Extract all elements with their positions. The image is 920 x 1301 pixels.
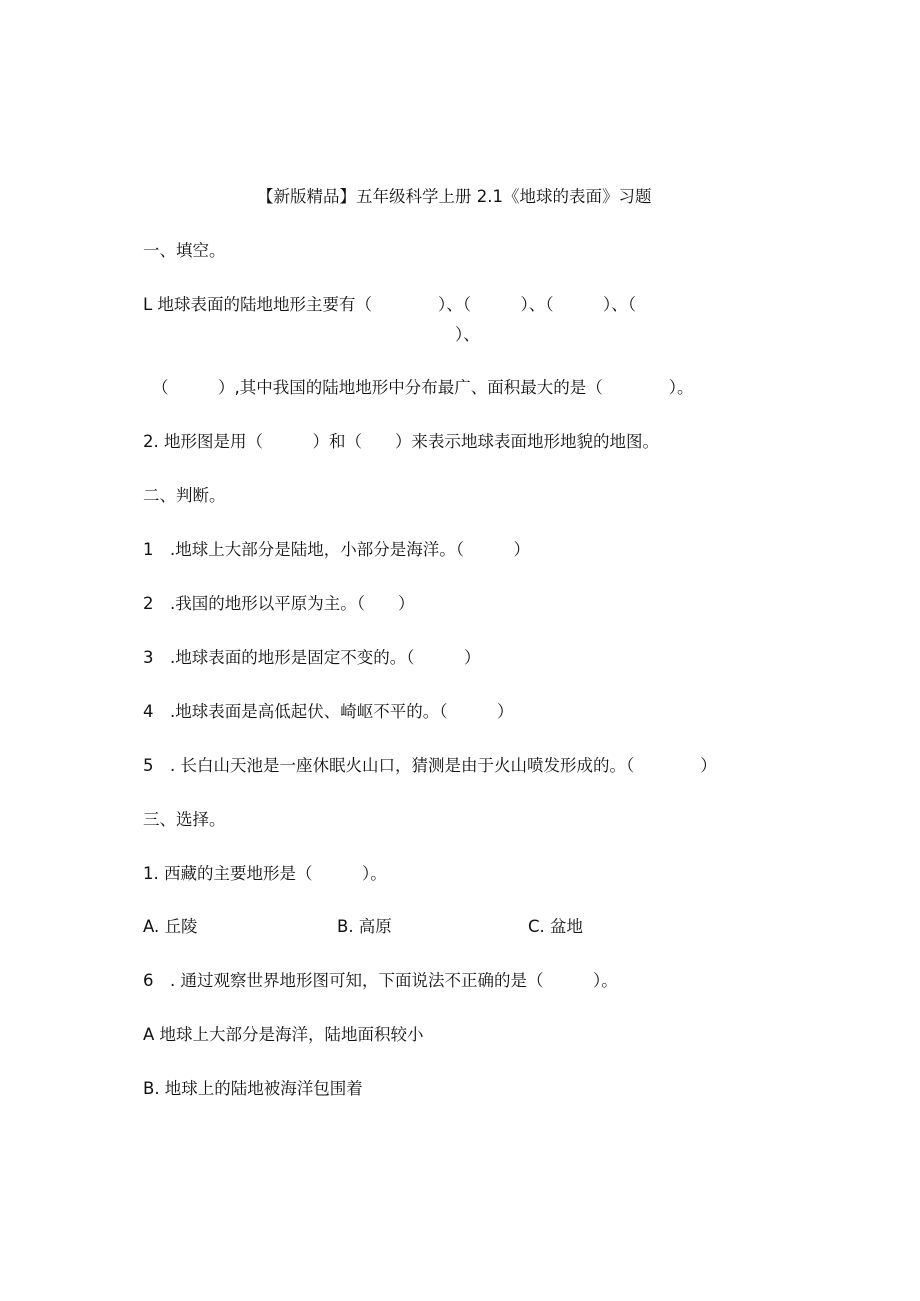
- fill-question-1-line-1: L 地球表面的陆地地形主要有（ ）、（ ）、（ ）、（: [143, 295, 636, 314]
- section-heading-choice: 三、选择。: [143, 810, 226, 829]
- page-title: 【新版精品】五年级科学上册 2.1《地球的表面》习题: [257, 187, 652, 206]
- section-heading-judge: 二、判断。: [143, 486, 226, 505]
- fill-question-2: 2. 地形图是用（ ）和（ ）来表示地球表面地形地貌的地图。: [143, 432, 659, 451]
- choice-q1-option-a: A. 丘陵: [143, 917, 198, 936]
- judge-item-1: 1 .地球上大部分是陆地，小部分是海洋。（ ）: [143, 540, 530, 559]
- section-heading-fill: 一、填空。: [143, 241, 226, 260]
- choice-q6-option-a: A 地球上大部分是海洋，陆地面积较小: [143, 1025, 424, 1044]
- judge-item-2: 2 .我国的地形以平原为主。（ ）: [143, 594, 415, 613]
- choice-q6-option-b: B. 地球上的陆地被海洋包围着: [143, 1079, 363, 1098]
- choice-q1-option-b: B. 高原: [337, 917, 392, 936]
- fill-question-1-line-3: （ ）,其中我国的陆地地形中分布最广、面积最大的是（ ）。: [152, 378, 694, 397]
- choice-question-1: 1. 西藏的主要地形是（ ）。: [143, 864, 387, 883]
- choice-q1-option-c: C. 盆地: [528, 917, 584, 936]
- judge-item-5: 5 . 长白山天池是一座休眠火山口，猜测是由于火山喷发形成的。（ ）: [143, 756, 717, 775]
- fill-question-1-line-2: ）、: [455, 325, 480, 344]
- choice-question-6: 6 . 通过观察世界地形图可知，下面说法不正确的是（ ）。: [143, 971, 618, 990]
- judge-item-4: 4 .地球表面是高低起伏、崎岖不平的。（ ）: [143, 702, 514, 721]
- judge-item-3: 3 .地球表面的地形是固定不变的。（ ）: [143, 648, 481, 667]
